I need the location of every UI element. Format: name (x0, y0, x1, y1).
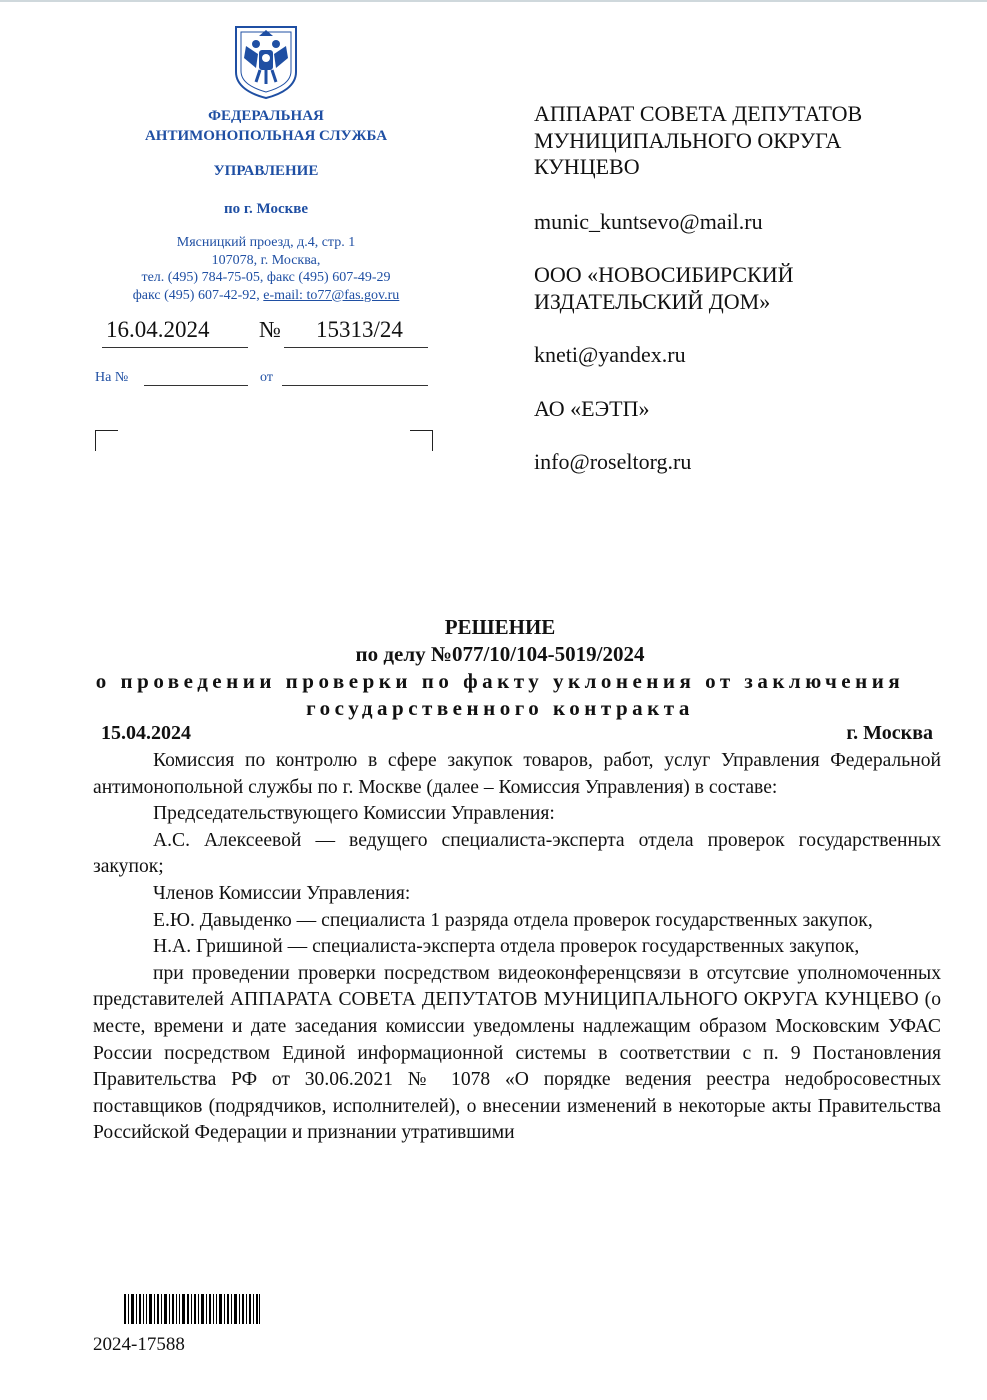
top-border (0, 0, 987, 2)
coat-of-arms-icon (232, 24, 300, 100)
decision-title: РЕШЕНИЕ (444, 615, 556, 639)
recipient-2-email: kneti@yandex.ru (534, 342, 686, 367)
recipient-1-line-1: АППАРАТ СОВЕТА ДЕПУТАТОВ (534, 101, 863, 126)
recipient-2-line-2: ИЗДАТЕЛЬСКИЙ ДОМ» (534, 288, 771, 314)
email-link[interactable]: e-mail: to77@fas.gov.ru (263, 287, 400, 303)
decision-city: г. Москва (846, 722, 933, 744)
from-label: от (260, 370, 273, 385)
outgoing-date: 16.04.2024 (106, 317, 210, 342)
address-line-2: 107078, г. Москва, (211, 252, 321, 268)
from-line (282, 385, 428, 386)
recipient-3: АО «ЕЭТП» (534, 396, 650, 421)
document-number: 2024-17588 (93, 1334, 185, 1355)
department-city: по г. Москве (223, 201, 309, 217)
agency-line-1: ФЕДЕРАЛЬНАЯ (208, 108, 324, 124)
decision-case-number: по делу №077/10/104-5019/2024 (355, 642, 645, 666)
recipient-1-line-2: МУНИЦИПАЛЬНОГО ОКРУГА (534, 127, 842, 153)
agency-address (100, 234, 432, 304)
decision-subject-line-1: о проведении проверки по факту уклонения от заключения (95, 669, 905, 693)
number-sign: № (259, 317, 281, 342)
agency-name (100, 106, 432, 146)
corner-mark-right (410, 430, 433, 451)
fax-text: факс (495) 607-42-92, (132, 287, 264, 303)
body-paragraph-4: Членов Комиссии Управления: (153, 882, 411, 904)
reply-to-label: На № (95, 370, 129, 385)
date-underline (102, 347, 248, 348)
recipient-3-email: info@roseltorg.ru (534, 449, 692, 474)
decision-date: 15.04.2024 (101, 722, 191, 744)
body-paragraph-7: при проведении проверки посредством видеоконференцсвязи в отсутсвие уполномоченных представителей АППАРАТА СОВЕТА ДЕПУТАТОВ МУНИЦИПАЛЬНОГО ОКРУГА КУНЦЕВО (о месте, времени и дате заседания комиссии уведомлены надлежащим образом Московским УФАС России посредством Единой информационной системы в соответствии с п. 9 Постановления Правительства РФ от 30.06.2021 № 1078 «О порядке ведения реестра недобросовестных поставщиков (подрядчиков, исполнителей), о внесении изменений в некоторые акты Правительства Российской Федерации и признании утратившими (93, 962, 941, 1144)
department-name: УПРАВЛЕНИЕ (213, 163, 319, 179)
recipient-2-line-1: ООО «НОВОСИБИРСКИЙ (534, 262, 794, 287)
number-underline (284, 347, 428, 348)
fax-email-line (100, 287, 432, 305)
corner-mark-left (95, 430, 118, 451)
body-paragraph-1: Комиссия по контролю в сфере закупок товаров, работ, услуг Управления Федеральной антимонопольной службы по г. Москве (далее – Комиссия Управления) в составе: (93, 750, 941, 798)
recipient-1 (534, 101, 954, 181)
outgoing-number: 15313/24 (316, 317, 403, 342)
body-paragraph-3: А.С. Алексеевой — ведущего специалиста-эксперта отдела проверок государственных закупок; (93, 829, 941, 878)
body-paragraph-5: Е.Ю. Давыденко — специалиста 1 разряда отдела проверок государственных закупок, (153, 909, 873, 931)
reply-to-line (144, 385, 248, 386)
recipient-1-line-3: КУНЦЕВО (534, 154, 640, 179)
body-paragraph-2: Председательствующего Комиссии Управления: (153, 803, 555, 825)
barcode-icon (124, 1294, 260, 1324)
recipient-1-email: munic_kuntsevo@mail.ru (534, 209, 763, 234)
decision-subject-line-2: государственного контракта (306, 696, 694, 720)
body-paragraph-6: Н.А. Гришиной — специалиста-эксперта отдела проверок государственных закупок, (153, 936, 860, 958)
agency-line-2: АНТИМОНОПОЛЬНАЯ СЛУЖБА (144, 128, 388, 144)
recipient-2 (534, 262, 954, 315)
address-line-1: Мясницкий проезд, д.4, стр. 1 (176, 235, 356, 250)
decision-body (93, 748, 941, 1147)
phone-line: тел. (495) 784-75-05, факс (495) 607-49-29 (141, 270, 391, 285)
